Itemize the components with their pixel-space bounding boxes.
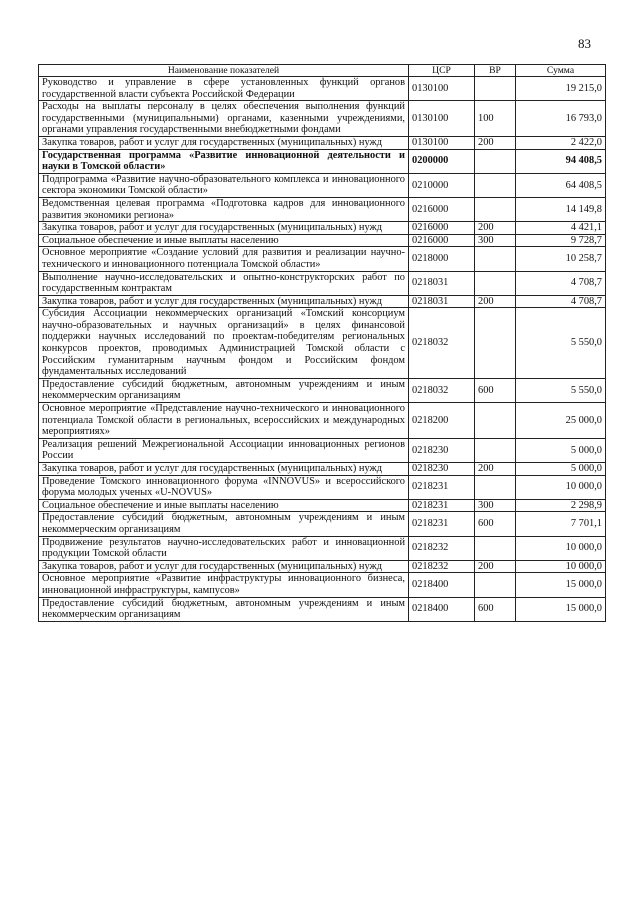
- table-row: [39, 234, 606, 247]
- cell-sum: 5 000,0: [516, 463, 606, 476]
- cell-csr: 0218232: [409, 560, 475, 573]
- table-row: [39, 512, 606, 536]
- cell-name: Выполнение научно-исследовательских и опытно-конструкторских работ по государственным контрактам: [39, 271, 409, 295]
- cell-sum: 5 550,0: [516, 308, 606, 379]
- cell-sum: 14 149,8: [516, 197, 606, 221]
- cell-vr: 200: [475, 295, 516, 308]
- cell-csr: 0218232: [409, 536, 475, 560]
- cell-vr: [475, 536, 516, 560]
- cell-csr: 0218231: [409, 475, 475, 499]
- table-row: [39, 222, 606, 235]
- cell-name: Основное мероприятие «Представление научно-технического и инновационного потенциала Томской области в региональных, всероссийских и международных мероприятиях»: [39, 403, 409, 439]
- table-row: [39, 475, 606, 499]
- cell-sum: 64 408,5: [516, 173, 606, 197]
- cell-vr: [475, 438, 516, 462]
- cell-sum: 4 421,1: [516, 222, 606, 235]
- cell-csr: 0218032: [409, 308, 475, 379]
- cell-vr: [475, 77, 516, 101]
- page-number: 83: [578, 36, 591, 51]
- header-sum: Сумма: [516, 65, 606, 77]
- cell-vr: 200: [475, 560, 516, 573]
- cell-vr: [475, 271, 516, 295]
- cell-name: Ведомственная целевая программа «Подготовка кадров для инновационного развития экономики региона»: [39, 197, 409, 221]
- cell-sum: 2 422,0: [516, 136, 606, 149]
- table-row: [39, 499, 606, 512]
- cell-vr: [475, 475, 516, 499]
- cell-vr: [475, 173, 516, 197]
- table-row: [39, 136, 606, 149]
- cell-sum: 15 000,0: [516, 573, 606, 597]
- table-row: [39, 173, 606, 197]
- cell-sum: 15 000,0: [516, 597, 606, 621]
- cell-csr: 0218000: [409, 247, 475, 271]
- cell-name: Основное мероприятие «Создание условий для развития и реализации научно-технического и инновационного потенциала Томской области»: [39, 247, 409, 271]
- cell-csr: 0216000: [409, 234, 475, 247]
- cell-name: Руководство и управление в сфере установленных функций органов государственной власти субъекта Российской Федерации: [39, 77, 409, 101]
- cell-vr: [475, 403, 516, 439]
- table-row: [39, 247, 606, 271]
- cell-csr: 0218231: [409, 499, 475, 512]
- cell-csr: 0130100: [409, 77, 475, 101]
- cell-vr: 200: [475, 136, 516, 149]
- cell-sum: 5 550,0: [516, 378, 606, 402]
- table-row: [39, 560, 606, 573]
- cell-name: Закупка товаров, работ и услуг для государственных (муниципальных) нужд: [39, 222, 409, 235]
- cell-csr: 0218400: [409, 573, 475, 597]
- table-row: [39, 378, 606, 402]
- cell-name: Закупка товаров, работ и услуг для государственных (муниципальных) нужд: [39, 136, 409, 149]
- cell-csr: 0200000: [409, 149, 475, 173]
- budget-table: [38, 64, 606, 622]
- cell-sum: 94 408,5: [516, 149, 606, 173]
- table-row: [39, 597, 606, 621]
- table-row: [39, 77, 606, 101]
- cell-csr: 0218230: [409, 438, 475, 462]
- table-row: [39, 271, 606, 295]
- table-row: [39, 295, 606, 308]
- cell-name: Расходы на выплаты персоналу в целях обеспечения выполнения функций государственными (муниципальными) органами, казенными учреждениями, органами управления государственными внебюджетными фондами: [39, 101, 409, 137]
- table-row: [39, 197, 606, 221]
- cell-csr: 0218031: [409, 295, 475, 308]
- cell-name: Закупка товаров, работ и услуг для государственных (муниципальных) нужд: [39, 560, 409, 573]
- cell-csr: 0218031: [409, 271, 475, 295]
- cell-name: Предоставление субсидий бюджетным, автономным учреждениям и иным некоммерческим организациям: [39, 512, 409, 536]
- header-vr: ВР: [475, 65, 516, 77]
- cell-vr: 200: [475, 222, 516, 235]
- cell-csr: 0216000: [409, 197, 475, 221]
- cell-sum: 5 000,0: [516, 438, 606, 462]
- cell-csr: 0218231: [409, 512, 475, 536]
- cell-sum: 10 000,0: [516, 560, 606, 573]
- cell-sum: 7 701,1: [516, 512, 606, 536]
- cell-name: Социальное обеспечение и иные выплаты населению: [39, 234, 409, 247]
- cell-csr: 0218400: [409, 597, 475, 621]
- cell-sum: 10 000,0: [516, 536, 606, 560]
- cell-csr: 0130100: [409, 101, 475, 137]
- cell-name: Основное мероприятие «Развитие инфраструктуры инновационного бизнеса, инновационной инфраструктуры, кампусов»: [39, 573, 409, 597]
- cell-vr: 600: [475, 512, 516, 536]
- cell-name: Субсидия Ассоциации некоммерческих организаций «Томский консорциум научно-образовательных и научных организаций» в целях финансовой поддержки научных исследований по проектам-победителям региональных конкурсов проектов, проводимых Администрацией Томской области с Российским гуманитарным научным фондом и Российским фондом фундаментальных исследований: [39, 308, 409, 379]
- cell-vr: [475, 573, 516, 597]
- cell-csr: 0210000: [409, 173, 475, 197]
- cell-sum: 9 728,7: [516, 234, 606, 247]
- cell-name: Подпрограмма «Развитие научно-образовательного комплекса и инновационного сектора экономики Томской области»: [39, 173, 409, 197]
- table-row: [39, 573, 606, 597]
- cell-vr: 100: [475, 101, 516, 137]
- cell-csr: 0130100: [409, 136, 475, 149]
- cell-sum: 25 000,0: [516, 403, 606, 439]
- cell-sum: 10 000,0: [516, 475, 606, 499]
- cell-vr: 600: [475, 378, 516, 402]
- cell-sum: 2 298,9: [516, 499, 606, 512]
- cell-name: Социальное обеспечение и иные выплаты населению: [39, 499, 409, 512]
- table-row: [39, 101, 606, 137]
- table-row: [39, 149, 606, 173]
- table-body: [39, 77, 606, 622]
- table-row: [39, 536, 606, 560]
- cell-name: Государственная программа «Развитие инновационной деятельности и науки в Томской области»: [39, 149, 409, 173]
- cell-name: Предоставление субсидий бюджетным, автономным учреждениям и иным некоммерческим организациям: [39, 378, 409, 402]
- cell-csr: 0216000: [409, 222, 475, 235]
- table-header-row: [39, 65, 606, 77]
- cell-vr: 600: [475, 597, 516, 621]
- cell-sum: 10 258,7: [516, 247, 606, 271]
- cell-vr: 300: [475, 234, 516, 247]
- cell-csr: 0218032: [409, 378, 475, 402]
- cell-vr: [475, 247, 516, 271]
- cell-name: Закупка товаров, работ и услуг для государственных (муниципальных) нужд: [39, 295, 409, 308]
- cell-name: Проведение Томского инновационного форума «INNOVUS» и всероссийского форума молодых ученых «U-NOVUS»: [39, 475, 409, 499]
- cell-vr: [475, 149, 516, 173]
- table-row: [39, 438, 606, 462]
- cell-sum: 4 708,7: [516, 271, 606, 295]
- cell-vr: 200: [475, 463, 516, 476]
- header-name: Наименование показателей: [39, 65, 409, 77]
- cell-name: Закупка товаров, работ и услуг для государственных (муниципальных) нужд: [39, 463, 409, 476]
- cell-name: Продвижение результатов научно-исследовательских работ и инновационной продукции Томской области: [39, 536, 409, 560]
- cell-vr: [475, 197, 516, 221]
- table-row: [39, 463, 606, 476]
- cell-csr: 0218230: [409, 463, 475, 476]
- cell-sum: 19 215,0: [516, 77, 606, 101]
- table-row: [39, 308, 606, 379]
- cell-vr: 300: [475, 499, 516, 512]
- cell-name: Реализация решений Межрегиональной Ассоциации инновационных регионов России: [39, 438, 409, 462]
- cell-vr: [475, 308, 516, 379]
- cell-csr: 0218200: [409, 403, 475, 439]
- cell-sum: 16 793,0: [516, 101, 606, 137]
- cell-name: Предоставление субсидий бюджетным, автономным учреждениям и иным некоммерческим организациям: [39, 597, 409, 621]
- cell-sum: 4 708,7: [516, 295, 606, 308]
- table-row: [39, 403, 606, 439]
- header-csr: ЦСР: [409, 65, 475, 77]
